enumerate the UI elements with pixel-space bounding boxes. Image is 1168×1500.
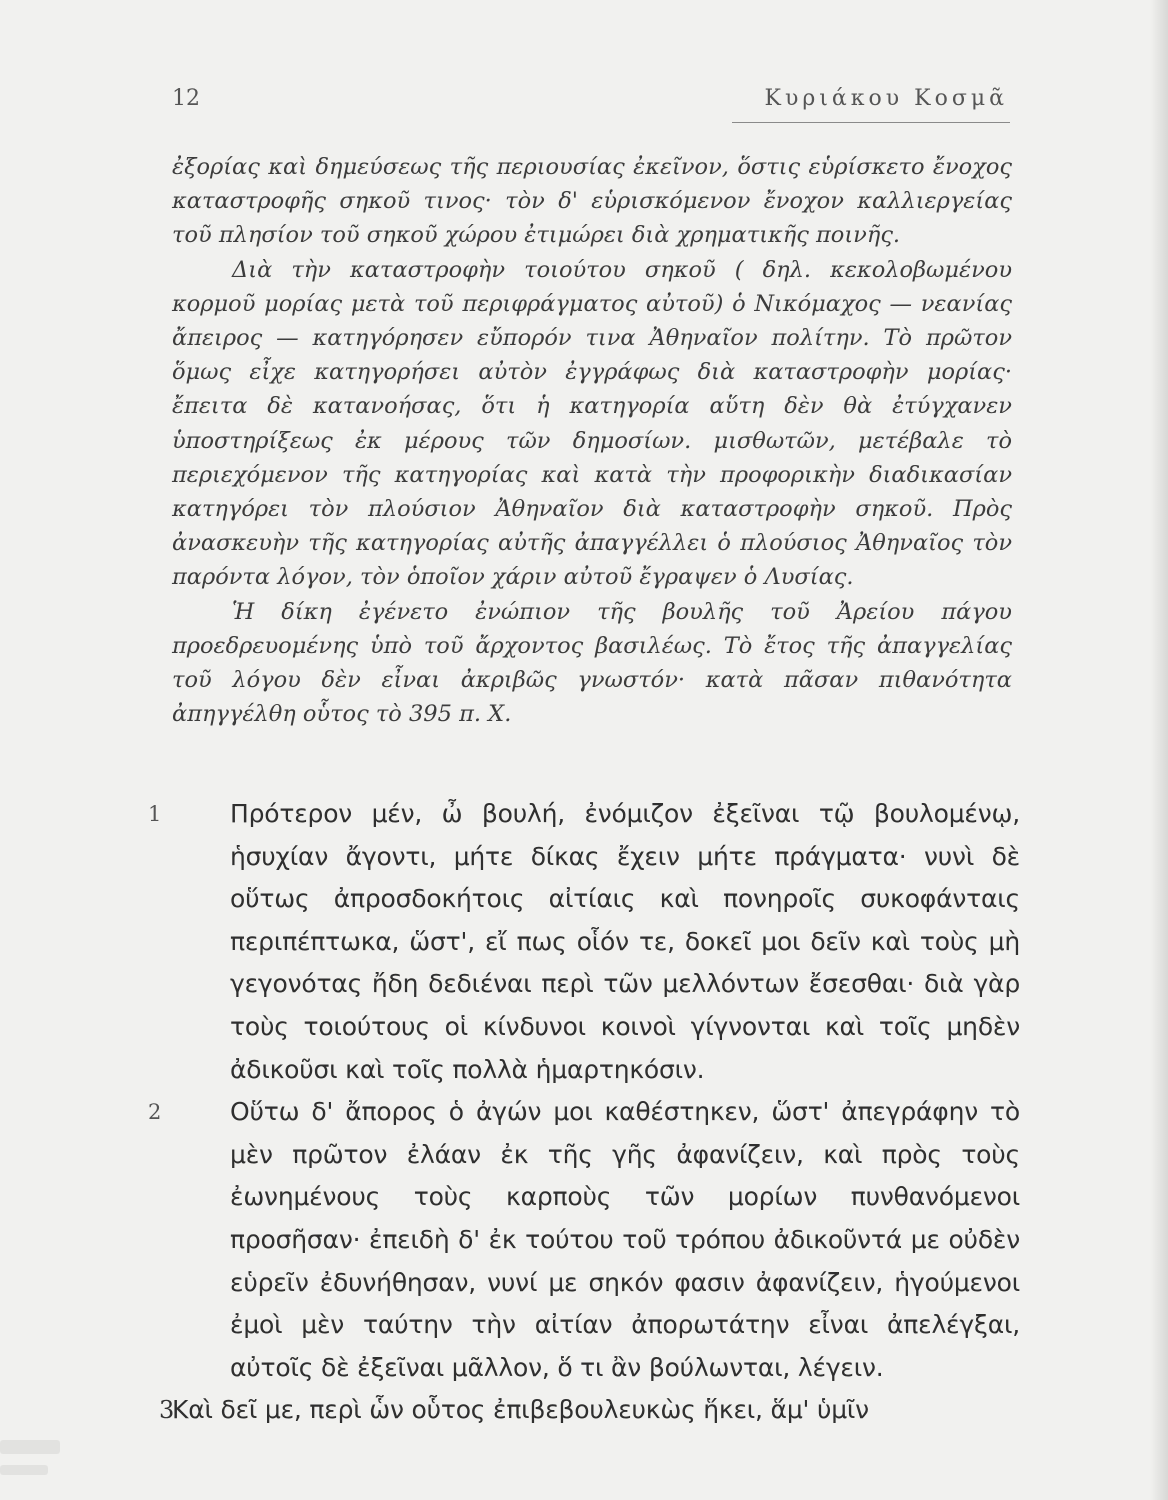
speech-section [148,793,1020,1091]
intro-paragraph: ἐξορίας καὶ δημεύσεως τῆς περιουσίας ἐκεῖνον, ὅστις εὑρίσκετο ἔνοχος καταστροφῆς σηκοῦ τινος· τὸν δ' εὑρισκόμενον ἔνοχον καλλιεργείας τοῦ πλησίον τοῦ σηκοῦ χώρου ἐτιμώρει διὰ χρηματικῆς ποινῆς. [172,154,1012,249]
page-edge-shadow [1150,0,1168,1500]
section-text: Καὶ δεῖ με, περὶ ὧν οὗτος ἐπιβεβουλευκὼς ἥκει, ἅμ' ὑμῖν [172,1395,869,1425]
section-text: Οὕτω δ' ἄπορος ὁ ἀγών μοι καθέστηκεν, ὥστ' ἀπεγράφην τὸ μὲν πρῶτον ἐλάαν ἐκ τῆς γῆς ἀφανίζειν, καὶ πρὸς τοὺς ἐωνημένους τοὺς καρποὺς τῶν μορίων πυνθανόμενοι προσῆσαν· ἐπειδὴ δ' ἐκ τούτου τοῦ τρόπου ἀδικοῦντά με οὐδὲν εὑρεῖν ἐδυνήθησαν, νυνί με σηκόν φασιν ἀφανίζειν, ἡγούμενοι ἐμοὶ μὲν ταύτην τὴν αἰτίαν ἀπορωτάτην εἶναι ἀπελέγξαι, αὐτοῖς δὲ ἐξεῖναι μᾶλλον, ὅ τι ἂν βούλωνται, λέγειν. [230,1097,1020,1382]
header-rule [732,122,1010,123]
section-number: 3 [159,1396,175,1425]
running-head: Κυριάκου Κοσμᾶ [764,86,1008,111]
intro-paragraph: Διὰ τὴν καταστροφὴν τοιούτου σηκοῦ ( δηλ. κεκολοβωμένου κορμοῦ μορίας μετὰ τοῦ περιφράγματος αὐτοῦ) ὁ Νικόμαχος — νεανίας ἄπειρος — κατηγόρησεν εὔπορόν τινα Ἀθηναῖον πολίτην. Τὸ πρῶτον ὅμως εἶχε κατηγορήσει αὐτὸν ἐγγράφως διὰ καταστροφὴν μορίας· ἔπειτα δὲ κατανοήσας, ὅτι ἡ κατηγορία αὕτη δὲν θὰ ἐτύγχανεν ὑποστηρίξεως ἐκ μέρους τῶν δημοσίων. μισθωτῶν, μετέβαλε τὸ περιεχόμενον τῆς κατηγορίας καὶ κατὰ τὴν προφορικὴν διαδικασίαν κατηγόρει τὸν πλούσιον Ἀθηναῖον διὰ καταστροφὴν σηκοῦ. Πρὸς ἀνασκευὴν τῆς κατηγορίας αὐτῆς ἀπαγγέλλει ὁ πλούσιος Ἀθηναῖος τὸν παρόντα λόγον, τὸν ὁποῖον χάριν αὐτοῦ ἔγραψεν ὁ Λυσίας. [172,256,1012,591]
margin-mark [0,1440,60,1454]
intro-paragraph: Ἡ δίκη ἐγένετο ἐνώπιον τῆς βουλῆς τοῦ Ἀρείου πάγου προεδρευομένης ὑπὸ τοῦ ἄρχοντος βασιλέως. Τὸ ἔτος τῆς ἀπαγγελίας τοῦ λόγου δὲν εἶναι ἀκριβῶς γνωστόν· κατὰ πᾶσαν πιθανότητα ἀπηγγέλθη οὗτος τὸ 395 π. Χ. [172,598,1012,728]
page-header [172,86,1010,126]
section-number: 1 [148,802,162,826]
section-text: Πρότερον μέν, ὦ βουλή, ἐνόμιζον ἐξεῖναι τῷ βουλομένῳ, ἡσυχίαν ἄγοντι, μήτε δίκας ἔχειν μήτε πράγματα· νυνὶ δὲ οὕτως ἀπροσδοκήτοις αἰτίαις καὶ πονηροῖς συκοφάνταις περιπέπτωκα, ὥστ', εἴ πως οἷόν τε, δοκεῖ μοι δεῖν καὶ τοὺς μὴ γεγονότας ἤδη δεδιέναι περὶ τῶν μελλόντων ἔσεσθαι· διὰ γὰρ τοὺς τοιούτους οἱ κίνδυνοι κοινοὶ γίγνονται καὶ τοῖς μηδὲν ἀδικοῦσι καὶ τοῖς πολλὰ ἡμαρτηκόσιν. [230,799,1020,1084]
section-number: 2 [148,1100,162,1125]
page-number: 12 [172,86,200,111]
introduction-text [172,150,1012,731]
speech-text [148,793,1020,1432]
speech-section [159,1389,1020,1432]
margin-mark [0,1465,48,1475]
speech-section [148,1091,1020,1389]
